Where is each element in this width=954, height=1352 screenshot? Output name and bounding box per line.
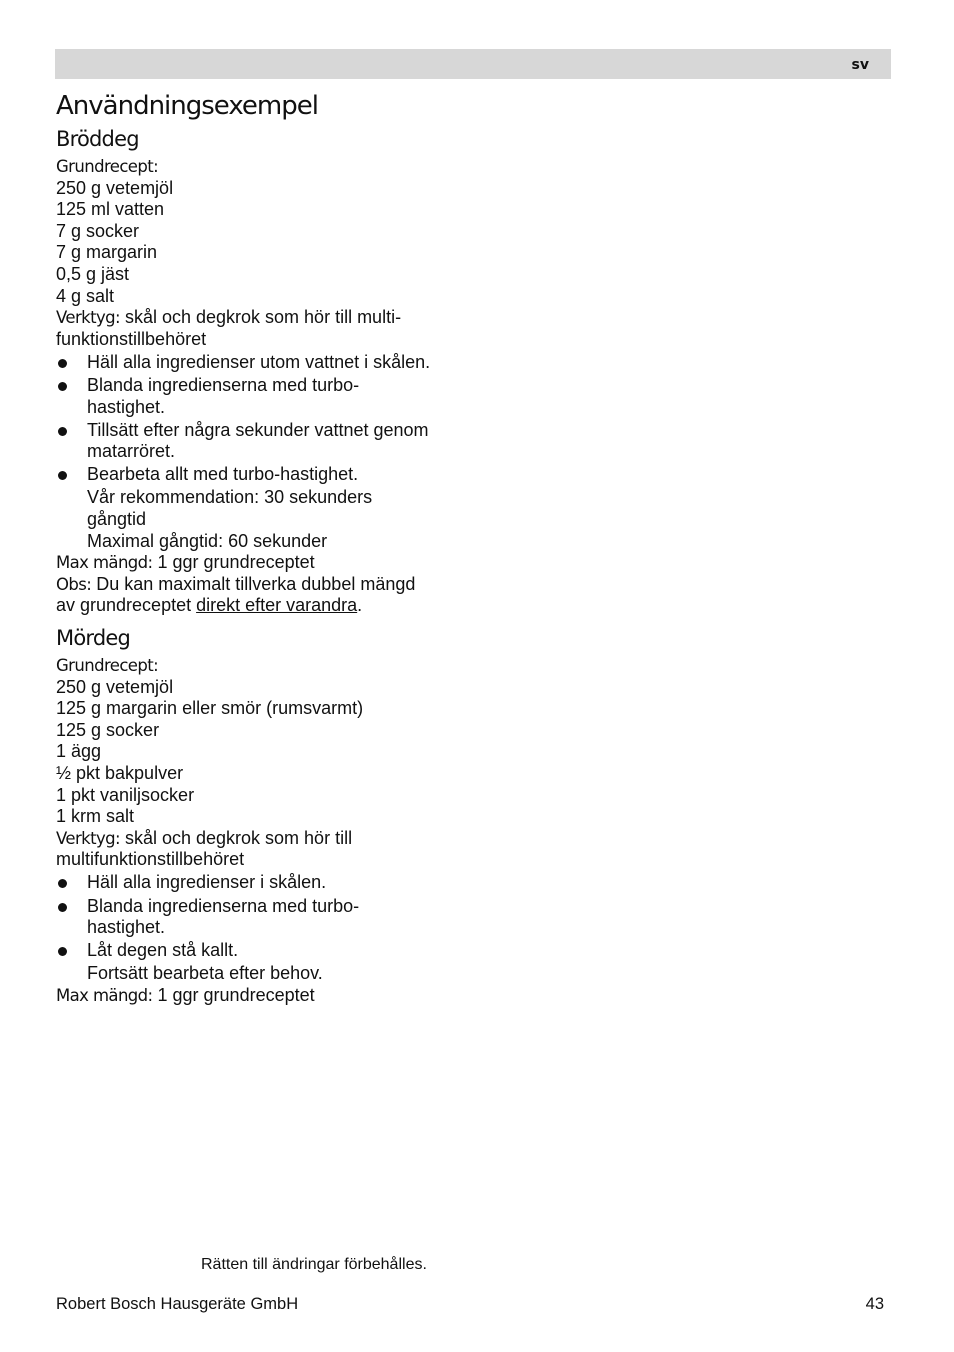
recipe-label: Grundrecept: [56, 655, 159, 675]
note-line: Vår rekommendation: 30 sekunders [87, 487, 373, 508]
language-code: sv [851, 57, 869, 73]
step-list [56, 872, 476, 961]
step-text: Tillsätt efter några sekunder vattnet genom [87, 419, 429, 440]
obs-label: Obs: [56, 574, 92, 594]
ingredient: 250 g vetemjöl [56, 676, 174, 697]
max-amount [56, 552, 476, 574]
ingredient-list [56, 677, 476, 828]
max-label: Max mängd: [56, 553, 153, 573]
obs-text: Du kan maximalt tillverka dubbel mängd [91, 573, 416, 594]
tool-text-cont: multifunktionstillbehöret [56, 849, 245, 870]
ingredient: ½ pkt bakpulver [56, 762, 184, 783]
bullet-icon [58, 879, 67, 888]
footer-company: Robert Bosch Hausgeräte GmbH [56, 1295, 299, 1313]
ingredient: 1 ägg [56, 741, 102, 762]
step-item [56, 420, 476, 463]
obs-note [56, 574, 476, 596]
bullet-icon [58, 947, 67, 956]
step-item [56, 896, 476, 939]
step-text: Häll alla ingredienser i skålen. [87, 872, 327, 893]
step-item [56, 375, 476, 418]
step-item [56, 464, 476, 486]
ingredient: 7 g socker [56, 220, 140, 241]
tool-text-cont: funktionstillbehöret [56, 328, 207, 349]
tool-text: skål och degkrok som hör till [119, 827, 353, 848]
step-text: Blanda ingredienserna med turbo- [87, 895, 360, 916]
obs-underlined-text: direkt efter varandra [196, 595, 358, 616]
bullet-icon [58, 903, 67, 912]
ingredient: 125 ml vatten [56, 199, 165, 220]
tool-text: skål och degkrok som hör till multi- [119, 307, 402, 328]
obs-text: . [357, 595, 363, 616]
note-line: Maximal gångtid: 60 sekunder [87, 530, 328, 551]
max-value: 1 ggr grundreceptet [152, 984, 315, 1005]
tool-label: Verktyg: [56, 308, 120, 328]
section-heading-mordeg: Mördeg [56, 625, 131, 650]
ingredient: 1 krm salt [56, 806, 135, 827]
ingredient-list [56, 178, 476, 308]
bullet-icon [58, 471, 67, 480]
bullet-icon [58, 382, 67, 391]
ingredient: 0,5 g jäst [56, 263, 130, 284]
step-item [56, 940, 476, 962]
bullet-icon [58, 427, 67, 436]
ingredient: 4 g salt [56, 285, 115, 306]
section-heading-broddeg: Bröddeg [56, 127, 139, 151]
ingredient: 7 g margarin [56, 242, 158, 263]
obs-text: av grundreceptet [56, 595, 197, 616]
ingredient: 125 g socker [56, 719, 160, 740]
step-text: Häll alla ingredienser utom vattnet i skålen. [87, 351, 431, 372]
step-text: matarröret. [87, 441, 176, 462]
step-text: hastighet. [87, 396, 166, 417]
bullet-icon [58, 359, 67, 368]
rights-reserved-note: Rätten till ändringar förbehålles. [201, 1256, 427, 1273]
tool-line [56, 307, 476, 329]
step-text: Bearbeta allt med turbo-hastighet. [87, 464, 359, 485]
note-line: gångtid [87, 509, 147, 529]
step-text: hastighet. [87, 917, 166, 938]
continue-note [56, 963, 476, 985]
page-number: 43 [865, 1295, 884, 1313]
step-text: Blanda ingredienserna med turbo- [87, 374, 360, 395]
step-item [56, 872, 476, 894]
recommendation-note [56, 487, 476, 552]
tool-line [56, 828, 476, 850]
ingredient: 1 pkt vaniljsocker [56, 784, 195, 805]
step-list [56, 352, 476, 486]
max-label: Max mängd: [56, 985, 153, 1005]
tool-label: Verktyg: [56, 828, 120, 848]
ingredient: 250 g vetemjöl [56, 177, 174, 198]
obs-note-cont [56, 595, 476, 617]
step-item [56, 352, 476, 374]
ingredient: 125 g margarin eller smör (rumsvarmt) [56, 698, 364, 719]
page-content [56, 88, 476, 1006]
language-bar [55, 49, 891, 79]
step-text: Låt degen stå kallt. [87, 940, 239, 961]
recipe-label: Grundrecept: [56, 157, 159, 176]
page-title: Användningsexempel [56, 91, 318, 121]
max-amount [56, 985, 476, 1007]
max-value: 1 ggr grundreceptet [152, 552, 315, 573]
note-line: Fortsätt bearbeta efter behov. [87, 963, 323, 984]
